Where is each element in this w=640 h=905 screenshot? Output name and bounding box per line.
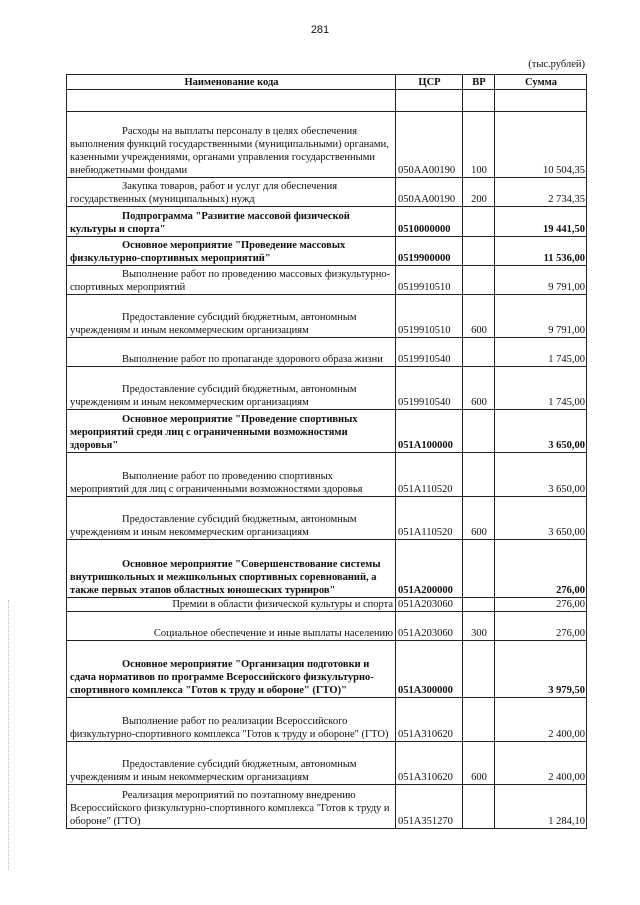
sum-cell: 19 441,50 bbox=[495, 207, 587, 237]
header-name: Наименование кода bbox=[67, 75, 396, 90]
sum-cell: 1 745,00 bbox=[495, 367, 587, 410]
table-row bbox=[67, 178, 587, 207]
csr-cell: 051А200000 bbox=[396, 540, 463, 598]
units-label: (тыс.рублей) bbox=[528, 59, 585, 70]
csr-cell: 051А110520 bbox=[396, 497, 463, 540]
budget-table bbox=[66, 74, 587, 829]
sum-cell: 2 400,00 bbox=[495, 698, 587, 742]
name-cell: Выполнение работ по проведению массовых физкультурно-спортивных мероприятий bbox=[67, 266, 396, 295]
name-cell: Предоставление субсидий бюджетным, автономным учреждениям и иным некоммерческим организациям bbox=[67, 497, 396, 540]
table-row bbox=[67, 641, 587, 698]
name-cell: Социальное обеспечение и иные выплаты населению bbox=[67, 612, 396, 641]
sum-cell: 276,00 bbox=[495, 612, 587, 641]
name-cell: Закупка товаров, работ и услуг для обеспечения государственных (муниципальных) нужд bbox=[67, 178, 396, 207]
csr-cell: 0510000000 bbox=[396, 207, 463, 237]
vr-cell bbox=[463, 237, 495, 266]
table-row bbox=[67, 112, 587, 178]
table-row bbox=[67, 785, 587, 829]
sum-cell: 11 536,00 bbox=[495, 237, 587, 266]
sum-cell: 1 284,10 bbox=[495, 785, 587, 829]
vr-cell bbox=[463, 266, 495, 295]
table-row bbox=[67, 207, 587, 237]
sum-cell: 2 400,00 bbox=[495, 742, 587, 785]
table-row bbox=[67, 266, 587, 295]
sum-cell: 276,00 bbox=[495, 598, 587, 612]
name-cell: Подпрограмма "Развитие массовой физической культуры и спорта" bbox=[67, 207, 396, 237]
csr-cell: 0519910540 bbox=[396, 367, 463, 410]
vr-cell: 300 bbox=[463, 612, 495, 641]
table-row bbox=[67, 367, 587, 410]
name-cell: Предоставление субсидий бюджетным, автономным учреждениям и иным некоммерческим организациям bbox=[67, 742, 396, 785]
sum-cell: 9 791,00 bbox=[495, 266, 587, 295]
sum-cell: 3 650,00 bbox=[495, 497, 587, 540]
name-cell: Основное мероприятие "Проведение спортивных мероприятий среди лиц с ограниченными возможностями здоровья" bbox=[67, 410, 396, 453]
name-cell: Выполнение работ по пропаганде здорового образа жизни bbox=[67, 338, 396, 367]
header-row bbox=[67, 75, 587, 90]
csr-cell bbox=[396, 90, 463, 112]
csr-cell: 0519910540 bbox=[396, 338, 463, 367]
table-row bbox=[67, 90, 587, 112]
sum-cell: 9 791,00 bbox=[495, 295, 587, 338]
vr-cell bbox=[463, 598, 495, 612]
table-row bbox=[67, 540, 587, 598]
name-cell: Основное мероприятие "Организация подготовки и сдача нормативов по программе Всероссийского физкультурно-спортивного комплекса "Готов к труду и обороне" (ГТО)" bbox=[67, 641, 396, 698]
csr-cell: 0519900000 bbox=[396, 237, 463, 266]
scan-margin-line bbox=[8, 600, 10, 870]
vr-cell: 600 bbox=[463, 742, 495, 785]
csr-cell: 050АА00190 bbox=[396, 178, 463, 207]
sum-cell: 3 650,00 bbox=[495, 453, 587, 497]
vr-cell bbox=[463, 90, 495, 112]
sum-cell: 1 745,00 bbox=[495, 338, 587, 367]
table-row bbox=[67, 410, 587, 453]
name-cell: Основное мероприятие "Совершенствование системы внутришкольных и межшкольных спортивных соревнований, а также первых этапов областных юношеских турниров" bbox=[67, 540, 396, 598]
csr-cell: 051А351270 bbox=[396, 785, 463, 829]
vr-cell bbox=[463, 338, 495, 367]
csr-cell: 050АА00190 bbox=[396, 112, 463, 178]
vr-cell bbox=[463, 785, 495, 829]
name-cell: Предоставление субсидий бюджетным, автономным учреждениям и иным некоммерческим организациям bbox=[67, 295, 396, 338]
csr-cell: 0519910510 bbox=[396, 266, 463, 295]
sum-cell: 10 504,35 bbox=[495, 112, 587, 178]
sum-cell bbox=[495, 90, 587, 112]
sum-cell: 2 734,35 bbox=[495, 178, 587, 207]
header-csr: ЦСР bbox=[396, 75, 463, 90]
name-cell: Выполнение работ по проведению спортивных мероприятий для лиц с ограниченными возможностями здоровья bbox=[67, 453, 396, 497]
table-row bbox=[67, 338, 587, 367]
name-cell: Предоставление субсидий бюджетным, автономным учреждениям и иным некоммерческим организациям bbox=[67, 367, 396, 410]
vr-cell bbox=[463, 207, 495, 237]
sum-cell: 276,00 bbox=[495, 540, 587, 598]
csr-cell: 051А110520 bbox=[396, 453, 463, 497]
table-row bbox=[67, 698, 587, 742]
vr-cell: 100 bbox=[463, 112, 495, 178]
sum-cell: 3 650,00 bbox=[495, 410, 587, 453]
vr-cell bbox=[463, 698, 495, 742]
header-vr: ВР bbox=[463, 75, 495, 90]
vr-cell: 600 bbox=[463, 497, 495, 540]
header-sum: Сумма bbox=[495, 75, 587, 90]
vr-cell bbox=[463, 410, 495, 453]
vr-cell bbox=[463, 641, 495, 698]
table-row bbox=[67, 295, 587, 338]
csr-cell: 051А203060 bbox=[396, 598, 463, 612]
name-cell: Расходы на выплаты персоналу в целях обеспечения выполнения функций государственными (муниципальными) органами, казенными учреждениями, органами управления государственными внебюджетными фондами bbox=[67, 112, 396, 178]
table-row bbox=[67, 742, 587, 785]
name-cell: Основное мероприятие "Проведение массовых физкультурно-спортивных мероприятий" bbox=[67, 237, 396, 266]
table-row bbox=[67, 237, 587, 266]
csr-cell: 051А300000 bbox=[396, 641, 463, 698]
csr-cell: 051А203060 bbox=[396, 612, 463, 641]
page-number: 281 bbox=[310, 24, 330, 36]
table-row bbox=[67, 497, 587, 540]
name-cell: Выполнение работ по реализации Всероссийского физкультурно-спортивного комплекса "Готов к труду и обороне" (ГТО) bbox=[67, 698, 396, 742]
table-row bbox=[67, 598, 587, 612]
csr-cell: 051А310620 bbox=[396, 698, 463, 742]
sum-cell: 3 979,50 bbox=[495, 641, 587, 698]
csr-cell: 0519910510 bbox=[396, 295, 463, 338]
csr-cell: 051А100000 bbox=[396, 410, 463, 453]
table-row bbox=[67, 453, 587, 497]
name-cell: Реализация мероприятий по поэтапному внедрению Всероссийского физкультурно-спортивного комплекса "Готов к труду и обороне" (ГТО) bbox=[67, 785, 396, 829]
name-cell: Премии в области физической культуры и спорта bbox=[67, 598, 396, 612]
vr-cell bbox=[463, 540, 495, 598]
csr-cell: 051А310620 bbox=[396, 742, 463, 785]
vr-cell: 200 bbox=[463, 178, 495, 207]
vr-cell: 600 bbox=[463, 295, 495, 338]
table-row bbox=[67, 612, 587, 641]
name-cell bbox=[67, 90, 396, 112]
vr-cell: 600 bbox=[463, 367, 495, 410]
vr-cell bbox=[463, 453, 495, 497]
